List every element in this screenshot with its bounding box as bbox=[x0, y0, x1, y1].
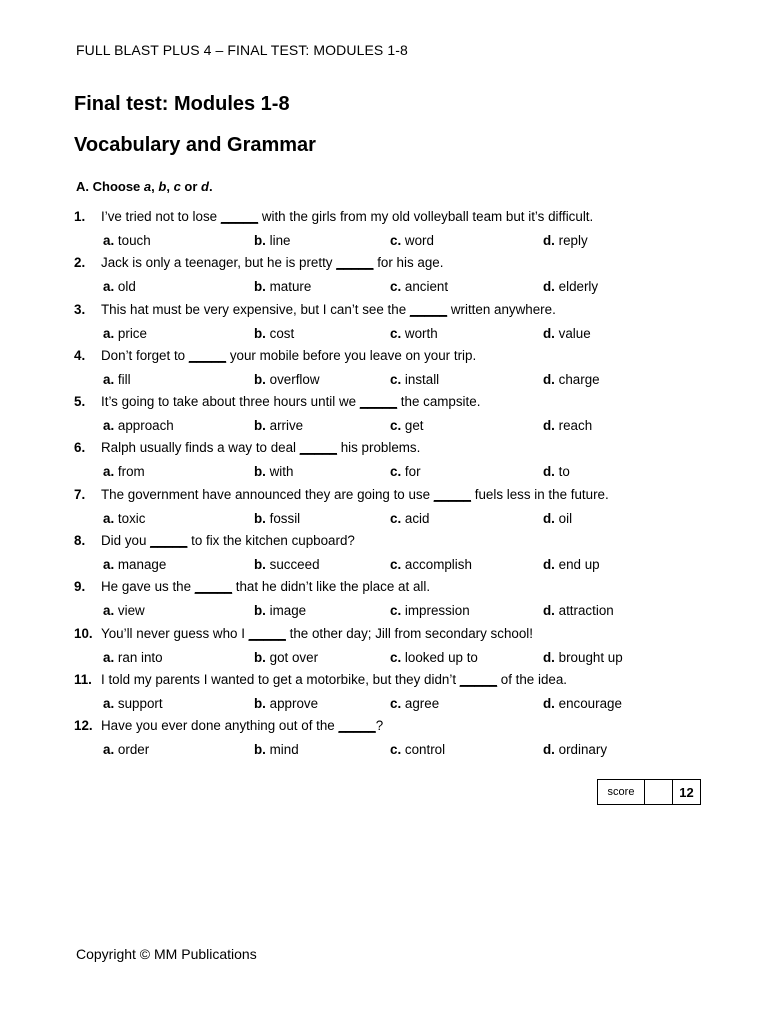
option-text: control bbox=[404, 742, 446, 758]
question-stem-after: fuels less in the future. bbox=[471, 486, 609, 502]
question-stem-after: the campsite. bbox=[397, 394, 481, 410]
answer-option[interactable] bbox=[254, 511, 300, 526]
question-number: 4. bbox=[74, 347, 86, 363]
option-text: arrive bbox=[269, 418, 304, 434]
answer-blank: _____ bbox=[409, 301, 448, 317]
answer-option[interactable] bbox=[103, 557, 166, 572]
option-text: elderly bbox=[558, 279, 599, 295]
instruction-prefix: A. Choose bbox=[76, 179, 144, 194]
answer-option[interactable] bbox=[103, 696, 163, 711]
question-item bbox=[74, 209, 714, 255]
question-text bbox=[74, 302, 556, 317]
option-letter: b. bbox=[254, 603, 266, 619]
answer-option[interactable] bbox=[254, 279, 311, 294]
answer-option[interactable] bbox=[254, 603, 306, 618]
score-label: score bbox=[598, 780, 645, 804]
instruction-sep: , bbox=[151, 179, 159, 194]
option-text: fossil bbox=[269, 510, 301, 526]
option-text: word bbox=[404, 233, 434, 248]
score-value-field[interactable] bbox=[645, 780, 673, 804]
answer-option[interactable] bbox=[103, 418, 174, 433]
answer-blank: _____ bbox=[433, 486, 472, 502]
option-text: mind bbox=[269, 742, 299, 758]
option-text: view bbox=[117, 603, 145, 619]
question-stem-before: Don’t forget to bbox=[101, 347, 189, 363]
question-stem-after: his problems. bbox=[337, 440, 421, 456]
answer-blank: _____ bbox=[336, 255, 374, 271]
answer-option[interactable] bbox=[543, 511, 572, 526]
option-letter: d. bbox=[543, 557, 555, 573]
question-stem-after: to fix the kitchen cupboard? bbox=[187, 533, 355, 549]
option-letter: d. bbox=[543, 510, 555, 526]
answer-option[interactable] bbox=[543, 557, 600, 572]
answer-option[interactable] bbox=[254, 418, 303, 433]
question-stem-before: Have you ever done anything out of the bbox=[101, 718, 339, 734]
question-item bbox=[74, 718, 714, 764]
question-number: 3. bbox=[74, 301, 86, 317]
answer-option[interactable] bbox=[543, 372, 600, 387]
question-stem-before: He gave us the bbox=[101, 579, 195, 595]
question-item bbox=[74, 348, 714, 394]
answer-option[interactable] bbox=[254, 464, 293, 479]
question-number: 12. bbox=[74, 718, 93, 734]
option-text: value bbox=[558, 325, 591, 341]
question-stem-before: It’s going to take about three hours until we bbox=[101, 394, 360, 410]
option-letter: a. bbox=[103, 418, 115, 434]
answer-option[interactable] bbox=[103, 372, 131, 387]
option-text: end up bbox=[558, 557, 600, 573]
option-text: to bbox=[558, 464, 570, 480]
answer-blank: _____ bbox=[359, 394, 398, 410]
option-letter: a. bbox=[103, 371, 115, 387]
instruction-or: or bbox=[180, 179, 202, 194]
instruction-sep: , bbox=[166, 179, 174, 194]
answer-blank: _____ bbox=[194, 579, 233, 595]
option-letter: b. bbox=[254, 695, 266, 711]
option-letter: d. bbox=[543, 649, 555, 665]
option-text: accomplish bbox=[404, 557, 472, 573]
option-letter: b. bbox=[254, 464, 266, 480]
question-item bbox=[74, 440, 714, 486]
option-text: looked up to bbox=[404, 649, 478, 665]
answer-blank: _____ bbox=[299, 440, 337, 456]
option-text: price bbox=[117, 325, 147, 341]
answer-option[interactable] bbox=[390, 372, 439, 387]
question-stem-before: Jack is only a teenager, but he is pretty bbox=[101, 255, 337, 271]
option-text: ran into bbox=[117, 649, 163, 665]
option-letter: a. bbox=[103, 464, 115, 480]
option-letter: a. bbox=[103, 649, 115, 665]
question-stem-before: This hat must be very expensive, but I can’t see the bbox=[101, 301, 410, 317]
answer-option[interactable] bbox=[103, 603, 145, 618]
option-text: got over bbox=[269, 649, 319, 665]
answer-option[interactable] bbox=[390, 418, 424, 433]
instruction-end: . bbox=[208, 179, 213, 194]
question-item bbox=[74, 579, 714, 625]
answer-option[interactable] bbox=[103, 511, 145, 526]
answer-options bbox=[103, 557, 713, 575]
answer-option[interactable] bbox=[390, 742, 445, 757]
option-text: from bbox=[117, 464, 145, 480]
option-text: for bbox=[404, 464, 421, 480]
section-title: Vocabulary and Grammar bbox=[74, 134, 316, 156]
option-letter: d. bbox=[543, 418, 555, 434]
option-letter: c. bbox=[390, 742, 402, 758]
question-text bbox=[74, 487, 609, 502]
option-letter: d. bbox=[543, 603, 555, 619]
option-letter: c. bbox=[390, 325, 402, 341]
answer-option[interactable] bbox=[103, 279, 136, 294]
page-header: FULL BLAST PLUS 4 – FINAL TEST: MODULES 1-8 bbox=[76, 42, 408, 58]
option-letter: a. bbox=[103, 557, 115, 573]
answer-option[interactable] bbox=[543, 418, 592, 433]
question-stem-before: Ralph usually finds a way to deal bbox=[101, 440, 300, 456]
question-stem-after: ? bbox=[375, 718, 384, 734]
question-number: 11. bbox=[74, 671, 92, 687]
option-letter: c. bbox=[390, 510, 402, 526]
option-text: worth bbox=[404, 325, 438, 341]
answer-blank: _____ bbox=[220, 209, 259, 224]
question-stem-before: I told my parents I wanted to get a motorbike, but they didn’t bbox=[101, 671, 460, 687]
answer-blank: _____ bbox=[150, 533, 188, 549]
answer-blank: _____ bbox=[459, 671, 498, 687]
question-stem-before: Did you bbox=[101, 533, 151, 549]
instruction bbox=[76, 179, 213, 194]
answer-options bbox=[103, 326, 713, 344]
question-text bbox=[74, 579, 430, 594]
option-letter: c. bbox=[390, 279, 402, 295]
option-letter: a. bbox=[103, 279, 115, 295]
answer-option[interactable] bbox=[543, 650, 623, 665]
answer-options bbox=[103, 279, 713, 297]
option-letter: c. bbox=[390, 603, 402, 619]
answer-option[interactable] bbox=[390, 696, 439, 711]
answer-options bbox=[103, 696, 713, 714]
answer-option[interactable] bbox=[390, 603, 470, 618]
answer-option[interactable] bbox=[103, 742, 149, 757]
question-text bbox=[74, 626, 533, 641]
option-letter: c. bbox=[390, 695, 402, 711]
answer-option[interactable] bbox=[390, 511, 429, 526]
option-letter: a. bbox=[103, 695, 115, 711]
question-stem-after: of the idea. bbox=[497, 671, 568, 687]
option-letter: c. bbox=[390, 233, 402, 248]
question-list bbox=[74, 209, 714, 765]
answer-option[interactable] bbox=[390, 279, 448, 294]
question-number: 5. bbox=[74, 394, 86, 410]
option-text: oil bbox=[558, 510, 573, 526]
answer-option[interactable] bbox=[254, 233, 291, 248]
answer-blank: _____ bbox=[338, 718, 376, 734]
option-text: overflow bbox=[269, 371, 320, 387]
answer-option[interactable] bbox=[543, 742, 607, 757]
answer-option[interactable] bbox=[103, 650, 163, 665]
option-letter: d. bbox=[543, 742, 555, 758]
option-text: impression bbox=[404, 603, 470, 619]
option-letter: a. bbox=[103, 233, 115, 248]
option-letter: d. bbox=[543, 371, 555, 387]
answer-option[interactable] bbox=[254, 372, 320, 387]
page-title: Final test: Modules 1-8 bbox=[74, 93, 290, 115]
option-text: order bbox=[117, 742, 150, 758]
question-item bbox=[74, 533, 714, 579]
answer-options bbox=[103, 742, 713, 760]
option-text: image bbox=[269, 603, 307, 619]
question-text bbox=[74, 209, 593, 224]
answer-options bbox=[103, 650, 713, 668]
answer-option[interactable] bbox=[543, 233, 588, 248]
option-text: reply bbox=[558, 233, 588, 248]
option-letter: a. bbox=[103, 742, 115, 758]
option-letter: c. bbox=[390, 371, 402, 387]
answer-option[interactable] bbox=[543, 464, 570, 479]
option-letter: b. bbox=[254, 742, 266, 758]
option-text: cost bbox=[269, 325, 295, 341]
answer-options bbox=[103, 233, 713, 251]
option-letter: d. bbox=[543, 695, 555, 711]
option-text: support bbox=[117, 695, 163, 711]
option-text: approach bbox=[117, 418, 174, 434]
copyright-footer: Copyright © MM Publications bbox=[76, 946, 257, 962]
option-letter: c. bbox=[390, 557, 402, 573]
answer-option[interactable] bbox=[543, 696, 622, 711]
answer-option[interactable] bbox=[103, 233, 151, 248]
score-box bbox=[597, 779, 701, 805]
question-stem-after: written anywhere. bbox=[447, 301, 556, 317]
question-item bbox=[74, 487, 714, 533]
option-text: acid bbox=[404, 510, 430, 526]
question-stem-before: The government have announced they are going to use bbox=[101, 486, 434, 502]
option-letter: c. bbox=[390, 418, 402, 434]
option-letter: b. bbox=[254, 418, 266, 434]
option-letter: b. bbox=[254, 649, 266, 665]
option-text: get bbox=[404, 418, 424, 434]
question-text bbox=[74, 255, 443, 270]
instruction-letter-b: b bbox=[158, 179, 167, 194]
answer-option[interactable] bbox=[390, 326, 438, 341]
question-text bbox=[74, 718, 383, 733]
option-text: manage bbox=[117, 557, 167, 573]
question-number: 7. bbox=[74, 486, 86, 502]
answer-option[interactable] bbox=[390, 464, 421, 479]
answer-options bbox=[103, 603, 713, 621]
answer-options bbox=[103, 372, 713, 390]
option-text: reach bbox=[558, 418, 593, 434]
answer-option[interactable] bbox=[390, 650, 478, 665]
question-number: 2. bbox=[74, 255, 86, 271]
question-stem-after: that he didn’t like the place at all. bbox=[232, 579, 431, 595]
question-item bbox=[74, 672, 714, 718]
option-letter: b. bbox=[254, 371, 266, 387]
answer-option[interactable] bbox=[103, 326, 147, 341]
option-letter: d. bbox=[543, 233, 555, 248]
option-text: old bbox=[117, 279, 136, 295]
answer-option[interactable] bbox=[254, 650, 318, 665]
answer-options bbox=[103, 464, 713, 482]
answer-option[interactable] bbox=[543, 603, 614, 618]
question-text bbox=[74, 348, 476, 363]
instruction-letter-d: d bbox=[201, 179, 209, 194]
option-text: agree bbox=[404, 695, 440, 711]
option-text: ancient bbox=[404, 279, 449, 295]
option-text: fill bbox=[117, 371, 131, 387]
option-text: line bbox=[269, 233, 291, 248]
answer-option[interactable] bbox=[254, 742, 299, 757]
answer-blank: _____ bbox=[248, 625, 286, 641]
option-letter: b. bbox=[254, 233, 266, 248]
answer-options bbox=[103, 418, 713, 436]
option-letter: d. bbox=[543, 279, 555, 295]
answer-option[interactable] bbox=[103, 464, 145, 479]
option-text: attraction bbox=[558, 603, 614, 619]
option-text: succeed bbox=[269, 557, 320, 573]
question-text bbox=[74, 394, 480, 409]
answer-option[interactable] bbox=[543, 326, 591, 341]
option-letter: d. bbox=[543, 325, 555, 341]
answer-blank: _____ bbox=[188, 347, 227, 363]
option-letter: d. bbox=[543, 464, 555, 480]
question-item bbox=[74, 255, 714, 301]
option-letter: c. bbox=[390, 649, 402, 665]
score-total: 12 bbox=[679, 784, 694, 800]
question-stem-after: the other day; Jill from secondary school! bbox=[285, 625, 533, 641]
question-number: 9. bbox=[74, 579, 86, 595]
question-number: 10. bbox=[74, 625, 93, 641]
option-text: with bbox=[269, 464, 294, 480]
option-letter: b. bbox=[254, 510, 266, 526]
answer-option[interactable] bbox=[390, 557, 472, 572]
option-letter: b. bbox=[254, 325, 266, 341]
option-text: ordinary bbox=[558, 742, 608, 758]
option-text: install bbox=[404, 371, 440, 387]
instruction-letter-a: a bbox=[143, 179, 152, 194]
option-letter: b. bbox=[254, 557, 266, 573]
question-item bbox=[74, 302, 714, 348]
option-text: brought up bbox=[558, 649, 623, 665]
question-stem-after: for his age. bbox=[373, 255, 444, 271]
question-text bbox=[74, 533, 355, 548]
question-text bbox=[74, 672, 567, 687]
answer-option[interactable] bbox=[254, 326, 294, 341]
question-stem-after: with the girls from my old volleyball team but it’s difficult. bbox=[258, 209, 594, 224]
question-stem-before: You’ll never guess who I bbox=[101, 625, 249, 641]
option-letter: a. bbox=[103, 603, 115, 619]
option-text: encourage bbox=[558, 695, 622, 711]
option-text: charge bbox=[558, 371, 600, 387]
instruction-letter-c: c bbox=[173, 179, 181, 194]
question-number: 6. bbox=[74, 440, 86, 456]
question-text bbox=[74, 440, 420, 455]
option-letter: a. bbox=[103, 325, 115, 341]
question-item bbox=[74, 626, 714, 672]
option-text: toxic bbox=[117, 510, 146, 526]
option-text: mature bbox=[269, 279, 312, 295]
answer-option[interactable] bbox=[254, 557, 320, 572]
option-text: approve bbox=[269, 695, 319, 711]
answer-option[interactable] bbox=[543, 279, 598, 294]
answer-option[interactable] bbox=[390, 233, 434, 248]
option-letter: a. bbox=[103, 510, 115, 526]
question-item bbox=[74, 394, 714, 440]
question-number: 1. bbox=[74, 209, 86, 224]
question-stem-before: I’ve tried not to lose bbox=[101, 209, 221, 224]
question-number: 8. bbox=[74, 533, 86, 549]
option-letter: c. bbox=[390, 464, 402, 480]
option-text: touch bbox=[117, 233, 151, 248]
question-stem-after: your mobile before you leave on your trip. bbox=[226, 347, 477, 363]
option-letter: b. bbox=[254, 279, 266, 295]
answer-option[interactable] bbox=[254, 696, 318, 711]
answer-options bbox=[103, 511, 713, 529]
